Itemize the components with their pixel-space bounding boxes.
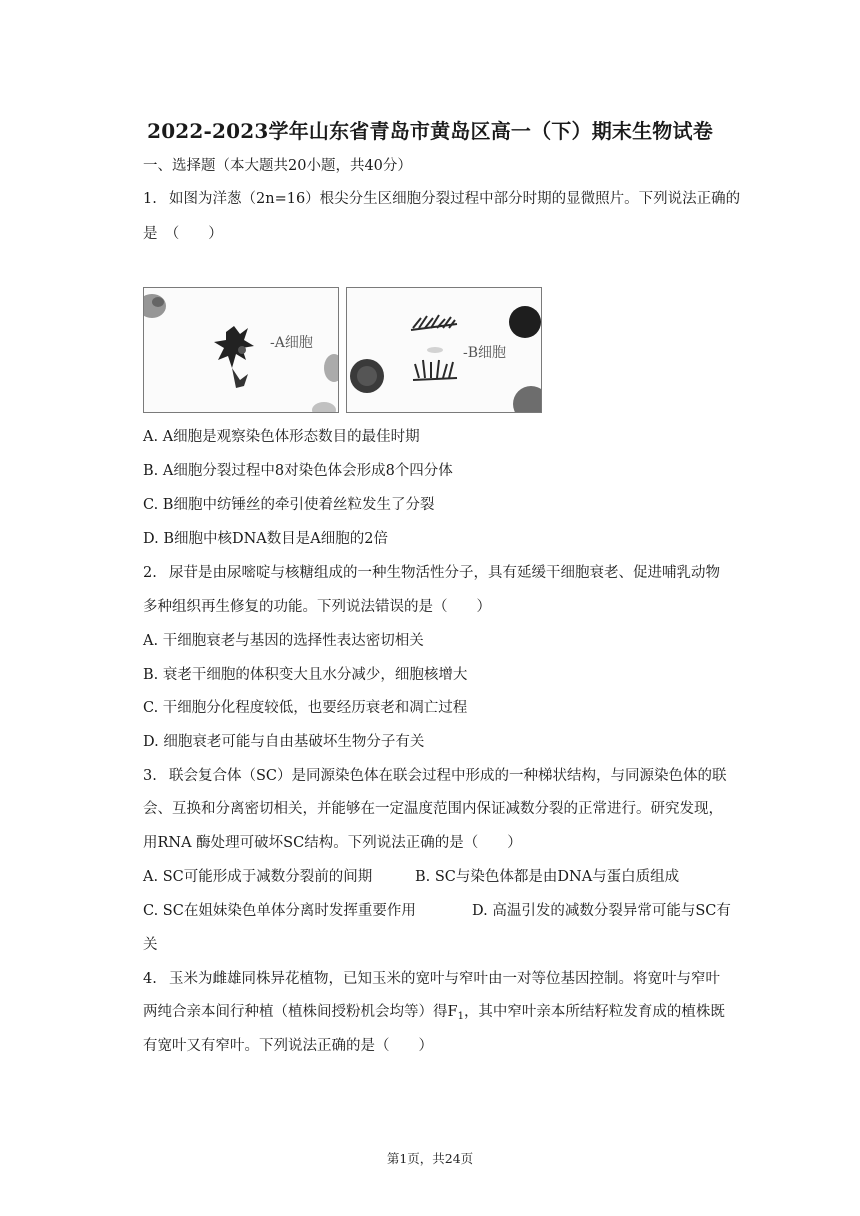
question-1-line-1	[143, 189, 740, 209]
question-3-line-1	[143, 766, 727, 786]
q1-option-a: A. A细胞是观察染色体形态数目的最佳时期	[143, 429, 420, 445]
q3-option-d-continued: 关	[143, 937, 158, 953]
micrograph-cell-a	[143, 287, 339, 413]
q1-option-d: D. B细胞中核DNA数目是A细胞的2倍	[143, 531, 388, 547]
question-stem: 尿苷是由尿嘧啶与核糖组成的一种生物活性分子，具有延缓干细胞衰老、促进哺乳动物	[169, 565, 720, 581]
question-1-line-2: 是 （ ）	[143, 226, 223, 242]
q3-option-c: C. SC在姐妹染色单体分离时发挥重要作用	[143, 903, 416, 919]
question-4-line-1	[143, 969, 720, 989]
question-2-line-2: 多种组织再生修复的功能。下列说法错误的是（ ）	[143, 599, 491, 615]
question-number: 3.	[143, 768, 157, 784]
question-4-line-3: 有宽叶又有窄叶。下列说法正确的是（ ）	[143, 1038, 433, 1054]
q3-option-d: D. 高温引发的减数分裂异常可能与SC有	[472, 903, 731, 919]
stem-text: ，其中窄叶亲本所结籽粒发育成的植株既	[463, 1004, 725, 1020]
q2-option-c: C. 干细胞分化程度较低，也要经历衰老和凋亡过程	[143, 700, 468, 716]
question-stem: 如图为洋葱（2n=16）根尖分生区细胞分裂过程中部分时期的显微照片。下列说法正确的	[169, 191, 741, 207]
question-3-line-2: 会、互换和分离密切相关，并能够在一定温度范围内保证减数分裂的正常进行。研究发现，	[143, 801, 723, 817]
q2-option-d: D. 细胞衰老可能与自由基破坏生物分子有关	[143, 734, 425, 750]
q3-option-b: B. SC与染色体都是由DNA与蛋白质组成	[415, 869, 680, 885]
q1-option-b: B. A细胞分裂过程中8对染色体会形成8个四分体	[143, 463, 453, 479]
question-4-line-2	[143, 1002, 725, 1027]
q2-option-b: B. 衰老干细胞的体积变大且水分减少，细胞核增大	[143, 667, 468, 683]
question-stem: 联会复合体（SC）是同源染色体在联会过程中形成的一种梯状结构，与同源染色体的联	[169, 768, 727, 784]
question-stem: 玉米为雌雄同株异花植物，已知玉米的宽叶与窄叶由一对等位基因控制。将宽叶与窄叶	[169, 971, 720, 987]
figure-label-a: -A细胞	[270, 335, 313, 351]
question-number: 1.	[143, 191, 157, 207]
subscript: 1	[457, 1011, 464, 1022]
stem-text: 两纯合亲本间行种植（植株间授粉机会均等）得F	[143, 1004, 458, 1020]
q3-option-a: A. SC可能形成于减数分裂前的间期	[143, 869, 373, 885]
question-2-line-1	[143, 563, 720, 583]
page-footer: 第1页，共24页	[386, 1151, 474, 1166]
micrograph-cell-b	[346, 287, 542, 413]
question-3-line-3: 用RNA 酶处理可破坏SC结构。下列说法正确的是（ ）	[143, 835, 522, 851]
figure-label-b: -B细胞	[463, 345, 507, 361]
question-number: 2.	[143, 565, 157, 581]
section-heading: 一、选择题（本大题共20小题，共40分）	[143, 158, 412, 174]
q1-option-c: C. B细胞中纺锤丝的牵引使着丝粒发生了分裂	[143, 497, 435, 513]
question-number: 4.	[143, 971, 157, 987]
exam-title: 2022-2023学年山东省青岛市黄岛区高一（下）期末生物试卷	[147, 119, 713, 143]
q2-option-a: A. 干细胞衰老与基因的选择性表达密切相关	[143, 633, 424, 649]
cell-b-image	[347, 288, 542, 413]
